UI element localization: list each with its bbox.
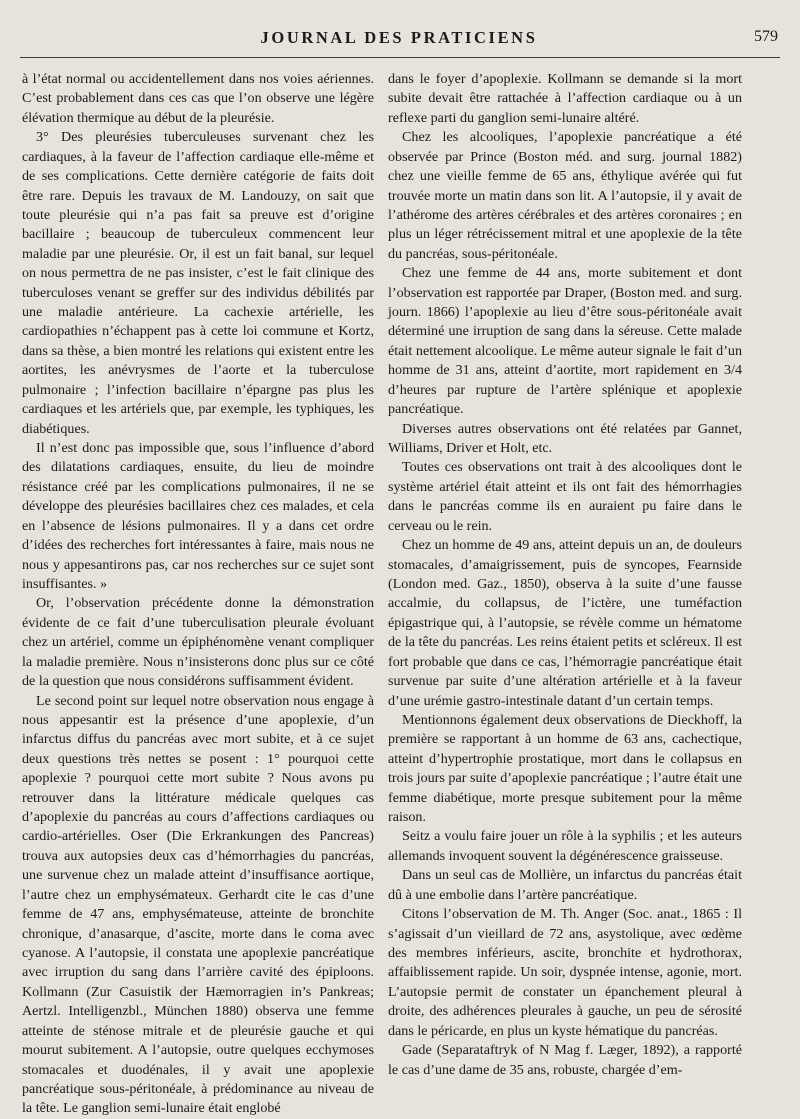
paragraph: Le second point sur lequel notre observation nous engage à nous appesantir est la présence d’une apoplexie, d’un infarctus diffus du pancréas avec mort subite, et à ce sujet deux questions très nettes se posent : 1° pourquoi cette apoplexie ? pourquoi cette mort subite ? Nous avons pu retrouver dans la littérature médicale quelques cas d’apoplexie du pancréas au cours d’affections cardiaques ou cardio-artérielles. Oser (Die Erkrankungen des Pancreas) trouva aux autopsies deux cas d’hémorrhagies du pancréas, une survenue chez un malade atteint d’insuffisance aortique, l’autre chez un emphysémateux. Gerhardt cite le cas d’une femme de 47 ans, emphysémateuse, atteinte de bronchite chronique, d’anasarque, d’ascite, morte dans le coma avec cyanose. A l’autopsie, il constata une apoplexie pancréatique avec irruption du sang dans l’arrière cavité des épiploons. Kollmann (Zur Casuistik der Hæmorragien in’s Pankreas; Aertzl. Intelligenzbl., München 1880) observa une femme atteinte de sténose mitrale et de pleurésie gauche et qui mourut subitement. A l’autopsie, outre quelques ecchymoses stomacales et duodénales, il y avait une apoplexie pancréatique sous-péritonéale, à prédominance au niveau de la tête. Le ganglion semi-lunaire était englobé [22, 692, 374, 1117]
header-rule [20, 57, 780, 58]
page-number: 579 [754, 28, 778, 45]
paragraph: Dans un seul cas de Mollière, un infarctus du pancréas était dû à une embolie dans l’artère pancréatique. [388, 867, 742, 903]
page-header [20, 28, 778, 52]
paragraph: Seitz a voulu faire jouer un rôle à la syphilis ; et les auteurs allemands invoquent souvent la dégénérescence graisseuse. [388, 828, 742, 864]
paragraph: Toutes ces observations ont trait à des alcooliques dont le système artériel était atteint et ils ont fait des hémorrhagies dans le pancréas comme ils en auraient pu faire dans le cerveau ou le rein. [388, 459, 742, 534]
paragraph: Chez un homme de 49 ans, atteint depuis un an, de douleurs stomacales, d’amaigrissement, puis de syncopes, Fearnside (London med. Gaz., 1850), observa à la suite d’une fausse accalmie, du collapsus, de l’ictère, une tuméfaction épigastrique qui, à l’autopsie, se révèle comme un hématome de la tête du pancréas. Les reins étaient petits et scléreux. Il est fort probable que dans ce cas, l’hémorragie pancréatique était survenue par suite d’une altération artérielle et à la faveur d’une urémie gastro-intestinale datant d’un certain temps. [388, 537, 742, 709]
running-title: JOURNAL DES PRATICIENS [260, 28, 538, 47]
left-column [22, 70, 374, 1119]
paragraph: Diverses autres observations ont été relatées par Gannet, Williams, Driver et Holt, etc. [388, 420, 742, 457]
paragraph: Il n’est donc pas impossible que, sous l’influence d’abord des dilatations cardiaques, ensuite, du lieu de moindre résistance créé par les complications pulmonaires, il ne se développe des pleurésies bacillaires chez ces malades, et cela en l’absence de lésions pulmonaires. Il y a dans cet ordre d’idées des recherches fort intéressantes à faire, mais nous ne nous y appesantirons pas, car nos recherches sur ce sujet sont insuffisantes. » [22, 440, 374, 592]
paragraph: Mentionnons également deux observations de Dieckhoff, la première se rapportant à un homme de 63 ans, cachectique, atteint d’hypertrophie prostatique, mort dans le collapsus en trois jours par suite d’apoplexie pancréatique ; l’autre était une femme diabétique, morte presque subitement pour la même raison. [388, 711, 742, 826]
paragraph: Citons l’observation de M. Th. Anger (Soc. anat., 1865 : Il s’agissait d’un vieillard de 72 ans, asystolique, avec œdème des membres inférieurs, ascite, bronchite et hydrothorax, affaiblissement rapide. Un soir, dyspnée intense, agonie, mort. L’autopsie permit de constater un épanchement pleural à droite, des adhérences pleurales à gauche, un peu de sérosité dans le péricarde, en plus un kyste hématique du pancréas. [388, 906, 742, 1039]
paragraph: 3° Des pleurésies tuberculeuses survenant chez les cardiaques, à la faveur de l’affection cardiaque elle-même et de ses complications. Cette dernière catégorie de faits doit être rare. Depuis les travaux de M. Landouzy, on sait que toute pleurésie qui n’a pas fait sa preuve est d’origine bacillaire ; beaucoup de tuberculeux commencent leur maladie par une pleurésie. Or, il est un fait banal, sur lequel on nous permettra de ne pas insister, c’est le fait clinique des tuberculoses venant se greffer sur des individus débilités par une maladie antérieure. La cachexie artérielle, les cardiopathies n’échappent pas à cette loi commune et Kortz, dans sa thèse, a bien montré les relations qui existent entre les aortites, les anévrysmes de l’aorte et la tuberculose pulmonaire ; l’infection bacillaire n’épargne pas plus les cardiaques et les artériels que, par exemple, les typhiques, les diabétiques. [22, 129, 374, 437]
right-column [388, 70, 742, 1080]
paragraph: Chez une femme de 44 ans, morte subitement et dont l’observation est rapportée par Draper, (Boston med. and surg. journ. 1866) l’apoplexie au lieu d’être sous-péritonéale avait déterminé une irruption de sang dans la séreuse. Cette malade était nettement alcoolique. Le même auteur signale le fait d’un homme de 31 ans, atteint d’aortite, mort rapidement en 3/4 d’heures par rupture de l’artère splénique et apoplexie pancréatique. [388, 265, 742, 418]
paragraph: Chez les alcooliques, l’apoplexie pancréatique a été observée par Prince (Boston méd. and surg. journal 1882) chez une vieille femme de 65 ans, éthylique avérée qui fut trouvée morte un matin dans son lit. A l’autopsie, il y avait de l’athérome des artères cérébrales et des artères coronaires ; en plus un léger rétrécissement mitral et une apoplexie de la tête du pancréas, sous-péritonéale. [388, 129, 742, 262]
paragraph: Or, l’observation précédente donne la démonstration évidente de ce fait d’une tuberculisation pleurale évoluant chez un artériel, comme un épiphénomène venant compliquer la maladie première. Nous n’insisterons donc plus sur ce côté de la question que nous considérons suffisamment évident. [22, 595, 374, 690]
paragraph: à l’état normal ou accidentellement dans nos voies aériennes. C’est probablement dans ces cas que l’on observe une légère élévation thermique au début de la pleurésie. [22, 71, 374, 126]
paragraph: dans le foyer d’apoplexie. Kollmann se demande si la mort subite devait être rattachée à l’affection cardiaque ou à un reflexe parti du ganglion semi-lunaire altéré. [388, 71, 742, 126]
paragraph: Gade (Separataftryk of N Mag f. Læger, 1892), a rapporté le cas d’une dame de 35 ans, robuste, chargée d’em- [388, 1042, 742, 1078]
